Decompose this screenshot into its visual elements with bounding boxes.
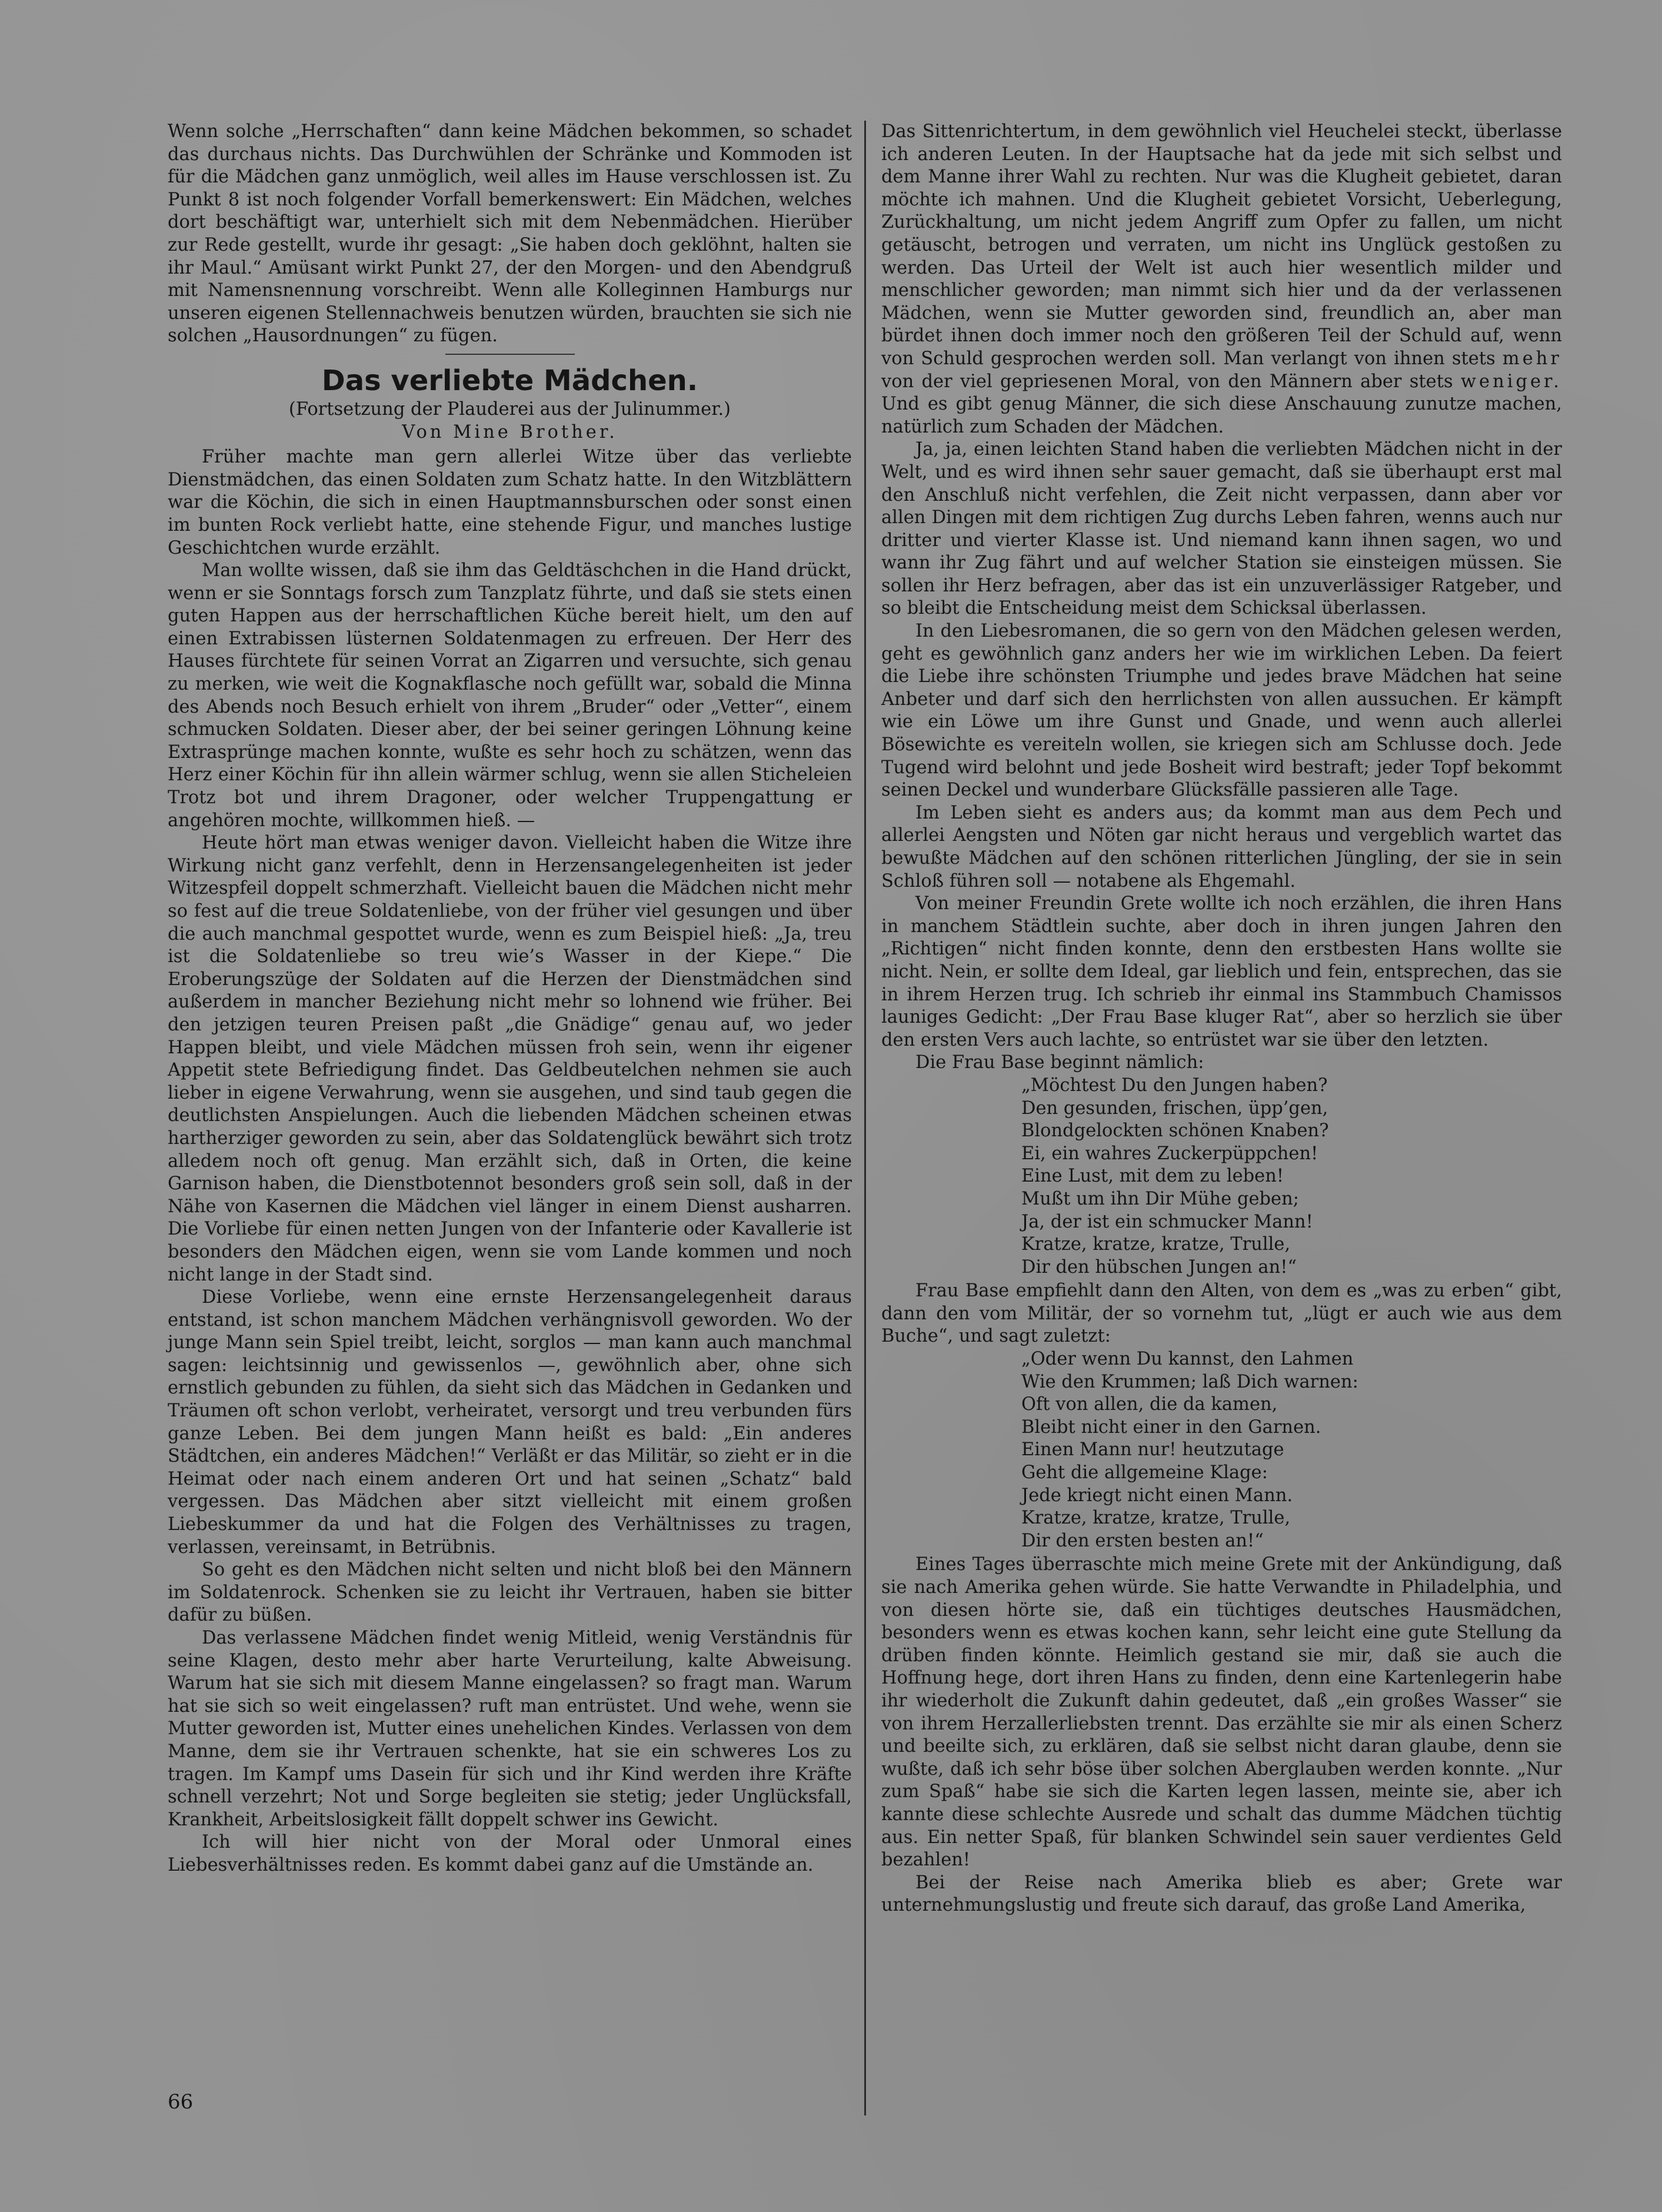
- poem-line: Oft von allen, die da kamen,: [1021, 1394, 1278, 1415]
- poem-line: Einen Mann nur! heutzutage: [1021, 1439, 1284, 1461]
- paragraph-text: Das Sittenrichtertum, in dem gewöhnlich viel Heuchelei steckt, überlasse ich anderen Leuten. In der Hauptsache hat da jede mit sich selbst und dem Manne ihrer Wahl zu rechten. Nur was die Klugheit gebietet, daran möchte ich mahnen. Und die Klugheit gebietet Vorsicht, Ueberlegung, Zurückhaltung, um nicht jedem Angriff zum Opfer zu fallen, um nicht getäuscht, betrogen und verraten, um nicht ins Unglück gestoßen zu werden. Das Urteil der Welt ist auch hier wesentlich milder und menschlicher geworden; man nimmt sich hier und da der verlassenen Mädchen, wenn sie Mutter geworden sind, freundlich an, aber man bürdet ihnen doch immer noch den größeren Teil der Schuld auf, wenn von Schuld gesprochen werden soll. Man verlangt von ihnen stets: [881, 121, 1562, 369]
- byline-prefix: Von: [402, 421, 445, 443]
- body-paragraph: Ich will hier nicht von der Moral oder Unmoral eines Liebesverhältnisses reden. Es kommt dabei ganz auf die Umstände an.: [168, 1832, 852, 1875]
- body-paragraph: Diese Vorliebe, wenn eine ernste Herzensangelegenheit daraus entstand, ist schon manchem Mädchen verhängnisvoll geworden. Wo der junge Mann sein Spiel treibt, leicht, sorglos — man kann auch manchmal sagen: leichtsinnig und gewissenlos —, gewöhnlich aber, ohne sich ernstlich gebunden zu fühlen, da sieht sich das Mädchen in Gedanken und Träumen oft schon verlobt, verheiratet, versorgt und treu verbunden fürs ganze Leben. Bei dem jungen Mann heißt es bald: „Ein anderes Städtchen, ein anderes Mädchen!“ Verläßt er das Militär, so zieht er in die Heimat oder nach einem anderen Ort und hat seinen „Schatz“ bald vergessen. Das Mädchen aber sitzt vielleicht mit einem großen Liebeskummer da und hat die Folgen des Verhältnisses zu tragen, verlassen, vereinsamt, in Betrübnis.: [168, 1287, 852, 1558]
- poem-stanza: [881, 1348, 1562, 1552]
- right-column: [881, 121, 1562, 1917]
- poem-line: Ei, ein wahres Zuckerpüppchen!: [1021, 1143, 1318, 1164]
- left-column: [168, 121, 852, 1877]
- poem-line: „Oder wenn Du kannst, den Lahmen: [1021, 1349, 1354, 1370]
- column-divider: [864, 121, 866, 2115]
- body-paragraph: In den Liebesromanen, die so gern von den Mädchen gelesen werden, geht es gewöhnlich ganz anders her wie im wirklichen Leben. Da feiert die Liebe ihre schönsten Triumphe und jedes brave Mädchen hat seine Anbeter und darf sich den herrlichsten von allen aussuchen. Er kämpft wie ein Löwe um ihre Gunst und Gnade, und wenn auch allerlei Bösewichte es vereiteln wollen, sie kriegen sich am Schlusse doch. Jede Tugend wird belohnt und jede Bosheit wird bestraft; jeder Topf bekommt seinen Deckel und wunderbare Glücksfälle passieren alle Tage.: [881, 621, 1562, 801]
- body-paragraph: Früher machte man gern allerlei Witze über das verliebte Dienstmädchen, das einen Soldaten zum Schatz hatte. In den Witzblättern war die Köchin, die sich in einen Hauptmannsburschen oder sonst einen im bunten Rock verliebt hatte, eine stehende Figur, und manches lustige Geschichtchen wurde erzählt.: [168, 447, 852, 558]
- body-paragraph: Ja, ja, einen leichten Stand haben die verliebten Mädchen nicht in der Welt, und es wird ihnen sehr sauer gemacht, daß sie überhaupt erst mal den Anschluß nicht verfehlen, die Zeit nicht verpassen, dann aber vor allen Dingen mit dem richtigen Zug durchs Leben fahren, wenns auch nur dritter und vierter Klasse ist. Und niemand kann ihnen sagen, wo und wann ihr Zug fährt und auf welcher Station sie einsteigen müssen. Sie sollen ihr Herz befragen, aber das ist ein unzuverlässiger Ratgeber, und so bleibt die Entscheidung meist dem Schicksal überlassen.: [881, 439, 1562, 619]
- body-paragraph: So geht es den Mädchen nicht selten und nicht bloß bei den Männern im Soldatenrock. Schenken sie zu leicht ihr Vertrauen, haben sie bitter dafür zu büßen.: [168, 1559, 852, 1626]
- body-paragraph: Frau Base empfiehlt dann den Alten, von dem es „was zu erben“ gibt, dann den vom Militär, der so vornehm tut, „lügt er auch wie aus dem Buche“, und sagt zuletzt:: [881, 1280, 1562, 1347]
- body-paragraph: Von meiner Freundin Grete wollte ich noch erzählen, die ihren Hans in manchem Städtlein suchte, aber doch in ihren jungen Jahren den „Richtigen“ nicht finden konnte, denn den erstbesten Hans wollte sie nicht. Nein, er sollte dem Ideal, gar lieblich und fein, entsprechen, das sie in ihrem Herzen trug. Ich schrieb ihr einmal ins Stammbuch Chamissos launiges Gedicht: „Der Frau Base kluger Rat“, aber so herzlich sie über den ersten Vers auch lachte, so entrüstet war sie über den letzten.: [881, 893, 1562, 1050]
- body-paragraph: Eines Tages überraschte mich meine Grete mit der Ankündigung, daß sie nach Amerika gehen würde. Sie hatte Verwandte in Philadelphia, und von diesen hörte sie, daß ein tüchtiges deutsches Hausmädchen, besonders wenn es etwas kochen kann, sehr leicht eine gute Stellung da drüben finden könnte. Heimlich gestand sie mir, daß sie auch die Hoffnung hege, dort ihren Hans zu finden, denn eine Kartenlegerin habe ihr wiederholt die Zukunft dahin gedeutet, daß „ein großes Wasser“ sie von ihrem Herzallerliebsten trennt. Das erzählte sie mir als einen Scherz und beeilte sich, zu erklären, daß sie selbst nicht daran glaube, denn sie wußte, daß ich sehr böse über solchen Aberglauben werden konnte. „Nur zum Spaß“ habe sie sich die Karten legen lassen, meinte sie, aber ich kannte diese schlechte Ausrede und schalt das dumme Mädchen tüchtig aus. Ein netter Spaß, für blanken Schwindel sein sauer verdientes Geld bezahlen!: [881, 1554, 1562, 1871]
- poem-line: Dir den ersten besten an!“: [1021, 1530, 1264, 1551]
- poem-line: Bleibt nicht einer in den Garnen.: [1021, 1416, 1321, 1438]
- byline-author: Mine Brother.: [453, 421, 618, 443]
- poem-line: Mußt um ihn Dir Mühe geben;: [1021, 1188, 1300, 1209]
- emphasis-mehr: mehr: [1502, 348, 1562, 369]
- body-paragraph: Heute hört man etwas weniger davon. Vielleicht haben die Witze ihre Wirkung nicht ganz verfehlt, denn in Herzensangelegenheiten ist jeder Witzespfeil doppelt schmerzhaft. Vielleicht bauen die Mädchen nicht mehr so fest auf die treue Soldatenliebe, von der früher viel gesungen und über die auch manchmal gespottet wurde, wenn es zum Beispiel hieß: „Ja, treu ist die Soldatenliebe so treu wie’s Wasser in der Kiepe.“ Die Eroberungszüge der Soldaten auf die Herzen der Dienstmädchen sind außerdem in mancher Beziehung nicht mehr so lohnend wie früher. Bei den jetzigen teuren Preisen paßt „die Gnädige“ genau auf, wo jeder Happen bleibt, und viele Mädchen müssen froh sein, wenn ihr eigener Appetit stete Befriedigung findet. Das Geldbeutelchen nehmen sie auch lieber in eigene Verwahrung, wenn sie ausgehen, und sind taub gegen die deutlichsten Anspielungen. Auch die liebenden Mädchen scheinen etwas hartherziger geworden zu sein, aber das Soldatenglück bewährt sich trotz alledem noch oft genug. Man erzählt sich, daß in Orten, die keine Garnison haben, die Dienstbotennot besonders groß sein soll, daß in der Nähe von Kasernen die Mädchen viel länger in einem Dienst ausharren. Die Vorliebe für einen netten Jungen von der Infanterie oder Kavallerie ist besonders den Mädchen eigen, wenn sie vom Lande kommen und noch nicht lange in der Stadt sind.: [168, 833, 852, 1285]
- poem-line: „Möchtest Du den Jungen haben?: [1021, 1075, 1328, 1096]
- poem-line: Den gesunden, frischen, üpp’gen,: [1021, 1097, 1328, 1119]
- poem-line: Eine Lust, mit dem zu leben!: [1021, 1166, 1284, 1187]
- poem-stanza: [881, 1075, 1562, 1279]
- article-subtitle: (Fortsetzung der Plauderei aus der Julinummer.): [288, 398, 731, 420]
- body-paragraph: Im Leben sieht es anders aus; da kommt man aus dem Pech und allerlei Aengsten und Nöten gar nicht heraus und vergeblich wartet das bewußte Mädchen auf den schönen ritterlichen Jüngling, der sie in sein Schloß führen soll — notabene als Ehgemahl.: [881, 802, 1562, 892]
- poem-line: Kratze, kratze, kratze, Trulle,: [1021, 1234, 1291, 1255]
- body-paragraph: Das verlassene Mädchen findet wenig Mitleid, wenig Verständnis für seine Klagen, desto mehr aber harte Verurteilung, kalte Abweisung. Warum hat sie sich mit diesem Manne eingelassen? so fragt man. Warum hat sie sich so weit eingelassen? ruft man entrüstet. Und wehe, wenn sie Mutter geworden ist, Mutter eines unehelichen Kindes. Verlassen von dem Manne, dem sie ihr Vertrauen schenkte, hat sie ein schweres Los zu tragen. Im Kampf ums Dasein für sich und ihr Kind werden ihre Kräfte schnell verzehrt; Not und Sorge begleiten sie stetig; jeder Unglücksfall, Krankheit, Arbeitslosigkeit fällt doppelt schwer ins Gewicht.: [168, 1628, 852, 1830]
- page-number: 66: [168, 2090, 194, 2114]
- poem-line: Dir den hübschen Jungen an!“: [1021, 1256, 1297, 1278]
- paragraph-text: von der viel gepriesenen Moral, von den Männern aber stets: [881, 371, 1453, 392]
- section-separator: [445, 354, 575, 355]
- article-title: Das verliebte Mädchen.: [321, 364, 698, 397]
- body-paragraph: [881, 121, 1562, 438]
- body-paragraph: Bei der Reise nach Amerika blieb es aber; Grete war unternehmungslustig und freute sich darauf, das große Land Amerika,: [881, 1872, 1562, 1916]
- body-paragraph: Man wollte wissen, daß sie ihm das Geldtäschchen in die Hand drückt, wenn er sie Sonntags forsch zum Tanzplatz führte, und daß sie stets einen guten Happen aus der herrschaftlichen Küche bereit hielt, um den auf einen Extrabissen lüsternen Soldatenmagen zu erfreuen. Der Herr des Hauses fürchtete für seinen Vorrat an Zigarren und versuchte, sich genau zu merken, wie weit die Kognakflasche noch gefüllt war, sobald die Minna des Abends noch Besuch erhielt von ihrem „Bruder“ oder „Vetter“, einem schmucken Soldaten. Dieser aber, der bei seiner geringen Löhnung keine Extrasprünge machen konnte, wußte es sehr hoch zu schätzen, wenn das Herz einer Köchin für ihn allein wärmer schlug, wenn sie allen Sticheleien Trotz bot und ihrem Dragoner, oder welcher Truppengattung er angehören mochte, willkommen hieß. —: [168, 560, 852, 831]
- article-byline: [168, 421, 852, 444]
- intro-paragraph: Wenn solche „Herrschaften“ dann keine Mädchen bekommen, so schadet das durchaus nichts. Das Durchwühlen der Schränke und Kommoden ist für die Mädchen ganz unmöglich, weil alles im Hause verschlossen ist. Zu Punkt 8 ist noch folgender Vorfall bemerkenswert: Ein Mädchen, welches dort beschäftigt war, unterhielt sich mit dem Nebenmädchen. Hierüber zur Rede gestellt, wurde ihr gesagt: „Sie haben doch geklöhnt, halten sie ihr Maul.“ Amüsant wirkt Punkt 27, der den Morgen- und den Abendgruß mit Namensnennung vorschreibt. Wenn alle Kolleginnen Hamburgs nur unseren eigenen Stellennachweis benutzen würden, brauchten sie sich nie solchen „Hausordnungen“ zu fügen.: [168, 121, 852, 347]
- poem-line: Wie den Krummen; laß Dich warnen:: [1021, 1371, 1358, 1392]
- poem-line: Blondgelockten schönen Knaben?: [1021, 1120, 1329, 1142]
- paragraph-text: Und es gibt genug Männer, die sich diese Anschauung zunutze machen, natürlich zum Schaden der Mädchen.: [881, 394, 1562, 437]
- emphasis-weniger: weniger.: [1460, 371, 1562, 392]
- poem-line: Ja, der ist ein schmucker Mann!: [1021, 1211, 1313, 1232]
- poem-line: Geht die allgemeine Klage:: [1021, 1462, 1268, 1483]
- poem-line: Jede kriegt nicht einen Mann.: [1021, 1485, 1293, 1506]
- poem-line: Kratze, kratze, kratze, Trulle,: [1021, 1508, 1291, 1529]
- poem-intro: Die Frau Base beginnt nämlich:: [915, 1052, 1204, 1073]
